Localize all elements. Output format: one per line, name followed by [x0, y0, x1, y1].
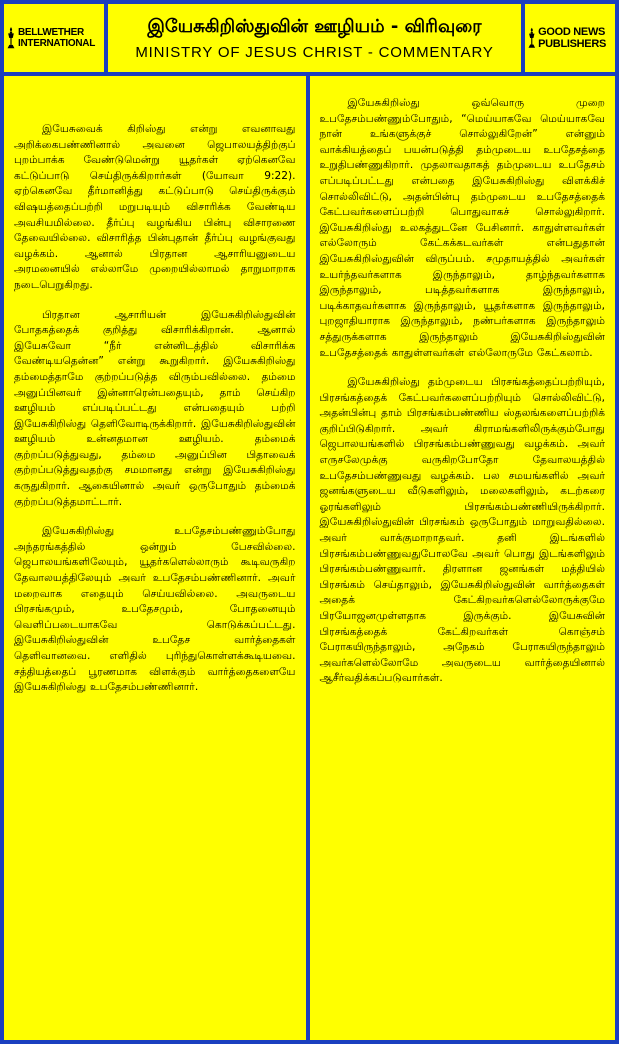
columns: [4, 76, 615, 1040]
page-title-tamil: இயேசுகிறிஸ்துவின் ஊழியம் - விரிவுரை: [147, 15, 482, 37]
good-news-lamp-icon: [528, 18, 536, 58]
title-box: [108, 4, 521, 72]
bellwether-lamp-icon: [7, 18, 15, 58]
header: [4, 4, 615, 76]
right-column: [310, 76, 616, 1040]
good-news-logo: [521, 4, 615, 72]
good-news-logo-text: GOOD NEWS PUBLISHERS: [538, 26, 607, 50]
paragraph: இயேசுகிறிஸ்து உபதேசம்பண்ணும்போது அந்தரங்கத்தில் ஒன்றும் பேசவில்லை. ஜெபாலயங்களிலேயும், யூதர்களெல்லாரும் கூடிவருகிற தேவாலயத்திலேயும் அவர் உபதேசம்பண்ணினார். அவர் மறைவாக எதையும் செய்யவில்லை. அவருடைய பிரசங்கமும், உபதேசமும், போதனையும் வெளிப்படையாகவே கொடுக்கப்பட்டது. இயேசுகிறிஸ்துவின் உபதேச வார்த்தைகள் தெளிவானவை. எளிதில் புரிந்துகொள்ளக்கூடியவை. சத்தியத்தைப் பூரணமாக விளக்கும் வார்த்தைகளையே இயேசுகிறிஸ்து உபதேசம்பண்ணினார்.: [14, 525, 296, 694]
bellwether-logo-text: BELLWETHER INTERNATIONAL: [18, 27, 96, 49]
paragraph: இயேசுகிறிஸ்து தம்முடைய பிரசங்கத்தைப்பற்றியும், பிரசங்கத்தைக் கேட்பவர்களைப்பற்றியும் சொல்லிவிட்டு, அதன்பின்பு தாம் பிரசங்கம்பண்ணிய ஸ்தலங்களைப்பற்றிக் குறிப்பிடுகிறார். அவர் கிராமங்களிலிருக்கும்போது ஜெபாலயங்களில் பிரசங்கம்பண்ணுவது வழக்கம். அவர் எருசலேமுக்கு வருகிறபோதோ தேவாலயத்தில் உபதேசம்பண்ணுவது வழக்கம். பல சமயங்களில் அவர் ஜனங்களுடைய வீடுகளிலும், மலைகளிலும், கடற்கரை ஓரங்களிலும் பிரசங்கம்பண்ணியிருக்கிறார். இயேசுகிறிஸ்துவின் பிரசங்கம் ஒருபோதும் மாறுவதில்லை. அவர் வாக்குமாறாதவர். தனி இடங்களில் பிரசங்கம்பண்ணுவதுபோலவே அவர் பொது இடங்களிலும் பிரசங்கம்பண்ணுவார். திரளான ஜனங்கள் மத்தியில் பிரசங்கம் செய்தாலும், இயேசுகிறிஸ்துவின் வார்த்தைகள் அதைக் கேட்கிறவர்களெல்லோருக்குமே பிரயோஜனமுள்ளதாக இருக்கும். இயேசுவின் பிரசங்கத்தைக் கேட்கிறவர்கள் கொஞ்சம் பேராகயிருந்தாலும், அநேகம் பேராகயிருந்தாலும் அவர்களெல்லோமே அவருடைய வார்த்தையினால் ஆசீர்வதிக்கப்படுவார்கள்.: [319, 376, 605, 685]
bellwether-logo: [4, 4, 108, 72]
page-title-english: MINISTRY OF JESUS CHRIST - COMMENTARY: [135, 43, 494, 61]
left-column: [4, 76, 310, 1040]
paragraph: இயேசுகிறிஸ்து ஒவ்வொரு முறை உபதேசம்பண்ணும்போதும், “மெய்யாகவே மெய்யாகவே நான் உங்களுக்குச் சொல்லுகிறேன்” என்னும் வாக்கியத்தைப் பயன்படுத்தி தம்முடைய உபதேசத்தை உறுதிபண்ணுகிறார். முதலாவதாகத் தம்முடைய உபதேசம் எப்படிப்பட்டது என்பதை இயேசுகிறிஸ்து விளக்கிச் சொல்லிவிட்டு, அதன்பின்பு தம்முடைய உபதேசத்தைக் கேட்பவர்களைப்பற்றி பொதுவாகச் சொல்லுகிறார். இயேசுகிறிஸ்து உலகத்துடனே பேசினார். காதுள்ளவர்கள் எல்லோரும் கேட்கக்கடவர்கள் என்பதுதான் இயேசுகிறிஸ்துவின் விருப்பம். சமுதாயத்தில் அவர்கள் உயர்ந்தவர்களாக இருந்தாலும், தாழ்ந்தவர்களாக இருந்தாலும், படித்தவர்களாக இருந்தாலும், படிக்காதவர்களாக இருந்தாலும், யூதர்களாக இருந்தாலும், புறஜாதியாராக இருந்தாலும், நண்பர்களாக இருந்தாலும் சத்துருக்களாக இருந்தாலும் இயேசுகிறிஸ்துவின் உபதேசத்தைக் காதுள்ளவர்கள் எல்லோருமே கேட்கலாம்.: [319, 97, 605, 359]
paragraph: இயேசுவைக் கிறிஸ்து என்று எவனாவது அறிக்கைபண்ணினால் அவனை ஜெபாலயத்திற்குப் புறம்பாக்க வேண்டுமென்று யூதர்கள் ஏற்கெனவே கட்டுப்பாடு செய்திருக்கிறார்கள் (யோவா 9:22). ஏற்கெனவே தீர்மானித்து கட்டுப்பாடு செய்திருக்கும் விஷயத்தைப்பற்றி மறுபடியும் விசாரிக்க வேண்டிய அவசியமில்லை. தீர்ப்பு வழங்கிய பின்பு விசாரணை தேவையில்லை. விசாரித்த பின்புதான் தீர்ப்பு வழங்குவது வழக்கம். ஆனால் பிரதான ஆசாரியனுடைய அரமனையில் எல்லாமே முறையில்லாமல் தாறுமாறாக நடைபெறுகிறது.: [14, 123, 296, 291]
paragraph: பிரதான ஆசாரியன் இயேசுகிறிஸ்துவின் போதகத்தைக் குறித்து விசாரிக்கிறான். ஆனால் இயேசுவோ “நீர் என்னிடத்தில் விசாரிக்க வேண்டியதென்ன” என்று கூறுகிறார். இயேசுகிறிஸ்து தம்மைத்தாமே குற்றப்படுத்த விரும்பவில்லை. தம்மை அனுப்பினவர் இன்னாரென்பதையும், தாம் செய்கிற ஊழியம் எப்படிப்பட்டது என்பதையும் பற்றி இயேசுகிறிஸ்து தெளிவோடிருக்கிறார். இயேசுகிறிஸ்துவின் ஊழியம் உன்னதமான ஊழியம். தம்மைக் குற்றப்படுத்துவது, தம்மை அனுப்பின பிதாவைக் குற்றப்படுத்துவதற்கு சமமானது என்று இயேசுகிறிஸ்து கருதுகிறார். ஆகையினால் அவர் ஒருபோதும் தம்மைக் குற்றப்படுத்தமாட்டார்.: [14, 308, 296, 508]
